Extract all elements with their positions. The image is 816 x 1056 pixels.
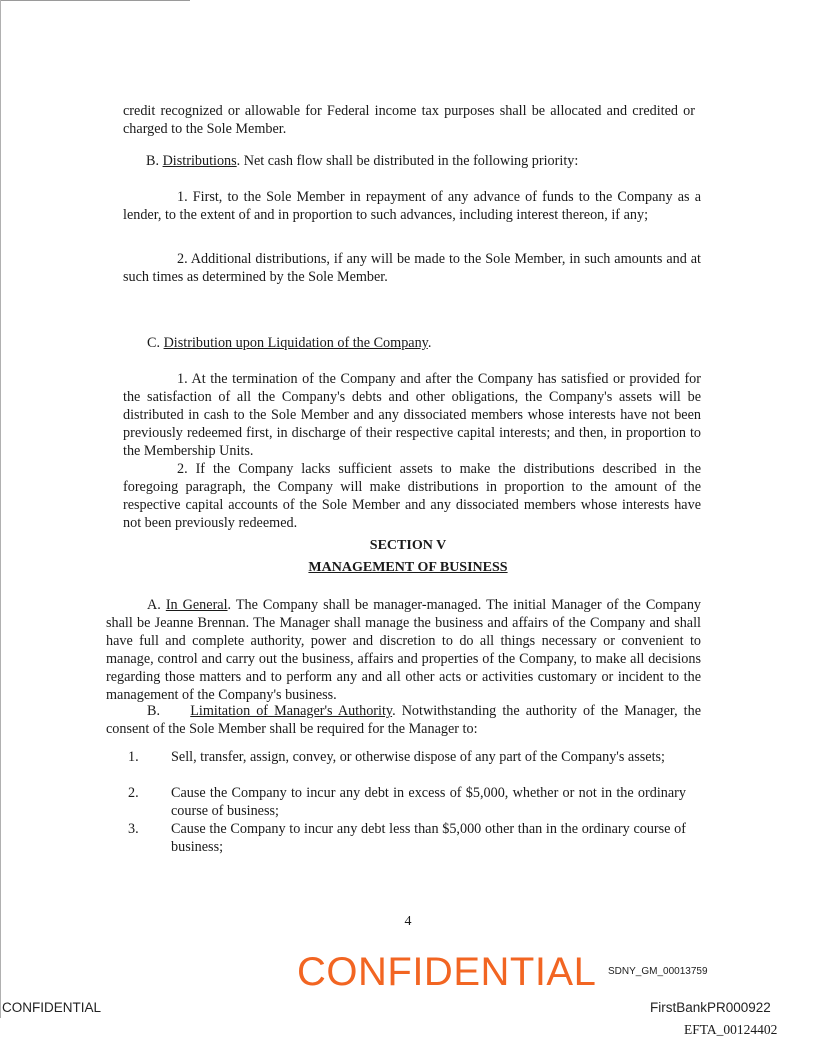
list-item-text: Sell, transfer, assign, convey, or otherwise dispose of any part of the Company's assets;: [171, 749, 665, 765]
bates-number-right: FirstBankPR000922: [650, 1000, 771, 1015]
intro-paragraph: credit recognized or allowable for Federal income tax purposes shall be allocated and credited or charged to the Sole Member.: [123, 103, 695, 137]
limitation-heading: Limitation of Manager's Authority: [190, 703, 393, 719]
limitation-paragraph: [106, 702, 701, 738]
liquidation-label: C.: [147, 335, 161, 351]
liquidation-heading-end: .: [427, 335, 432, 351]
confidential-label-left: CONFIDENTIAL: [2, 1000, 102, 1015]
list-item-number: 2.: [128, 785, 139, 801]
liquidation-heading-paragraph: [147, 334, 707, 352]
in-general-paragraph: [106, 596, 701, 704]
distributions-label: B.: [146, 153, 160, 169]
limitation-label: B.: [147, 703, 161, 719]
in-general-text: . The Company shall be manager-managed. The initial Manager of the Company shall be Jeanne Brennan. The Manager shall manage the business and affairs of the Company and shall have full and complete authority, power and discretion to do all things necessary or convenient to manage, control and carry out the business, affairs and properties of the Company, to make all decisions regarding those matters and to perform any and all other acts or activities customary or incident to the management of the Company's business.: [106, 597, 702, 703]
list-item-text: Cause the Company to incur any debt less than $5,000 other than in the ordinary course of business;: [171, 821, 686, 855]
distributions-item-1: 1. First, to the Sole Member in repayment of any advance of funds to the Company as a lender, to the extent of and in proportion to such advances, including interest thereon, if any;: [123, 189, 701, 223]
left-scan-rule: [0, 0, 1, 1018]
distributions-paragraph: [146, 152, 706, 170]
bates-number-small: SDNY_GM_00013759: [608, 966, 708, 977]
liquidation-heading: Distribution upon Liquidation of the Company: [163, 335, 428, 351]
in-general-label: A.: [147, 597, 161, 613]
top-scan-rule: [0, 0, 190, 1]
confidential-stamp: CONFIDENTIAL: [297, 950, 597, 994]
efta-number: EFTA_00124402: [684, 1022, 778, 1037]
distributions-heading: Distributions: [162, 153, 237, 169]
list-item-number: 1.: [128, 749, 139, 765]
liquidation-item-1: 1. At the termination of the Company and after the Company has satisfied or provided for the satisfaction of all the Company's debts and other obligations, the Company's assets will be distributed in cash to the Sole Member and any dissociated members whose interests have not been previously redeemed first, in discharge of their respective capital interests; and then, in proportion to the Membership Units.: [123, 371, 701, 459]
section-title: MANAGEMENT OF BUSINESS: [308, 560, 508, 575]
in-general-heading: In General: [165, 597, 228, 613]
list-item-number: 3.: [128, 821, 139, 837]
distributions-item-2: 2. Additional distributions, if any will be made to the Sole Member, in such amounts and at such times as determined by the Sole Member.: [123, 251, 701, 285]
liquidation-item-2: 2. If the Company lacks sufficient assets to make the distributions described in the foregoing paragraph, the Company will make distributions in proportion to the amount of the respective capital accounts of the Sole Member and any dissociated members whose interests have not been previously redeemed.: [123, 461, 701, 531]
list-item-text: Cause the Company to incur any debt in excess of $5,000, whether or not in the ordinary course of business;: [171, 785, 686, 819]
limitation-text: . Notwithstanding the authority of the Manager, the consent of the Sole Member shall be required for the Manager to:: [106, 703, 701, 737]
distributions-lead: . Net cash flow shall be distributed in the following priority:: [236, 153, 579, 169]
section-number: SECTION V: [369, 538, 447, 553]
page-number: 4: [404, 914, 412, 929]
